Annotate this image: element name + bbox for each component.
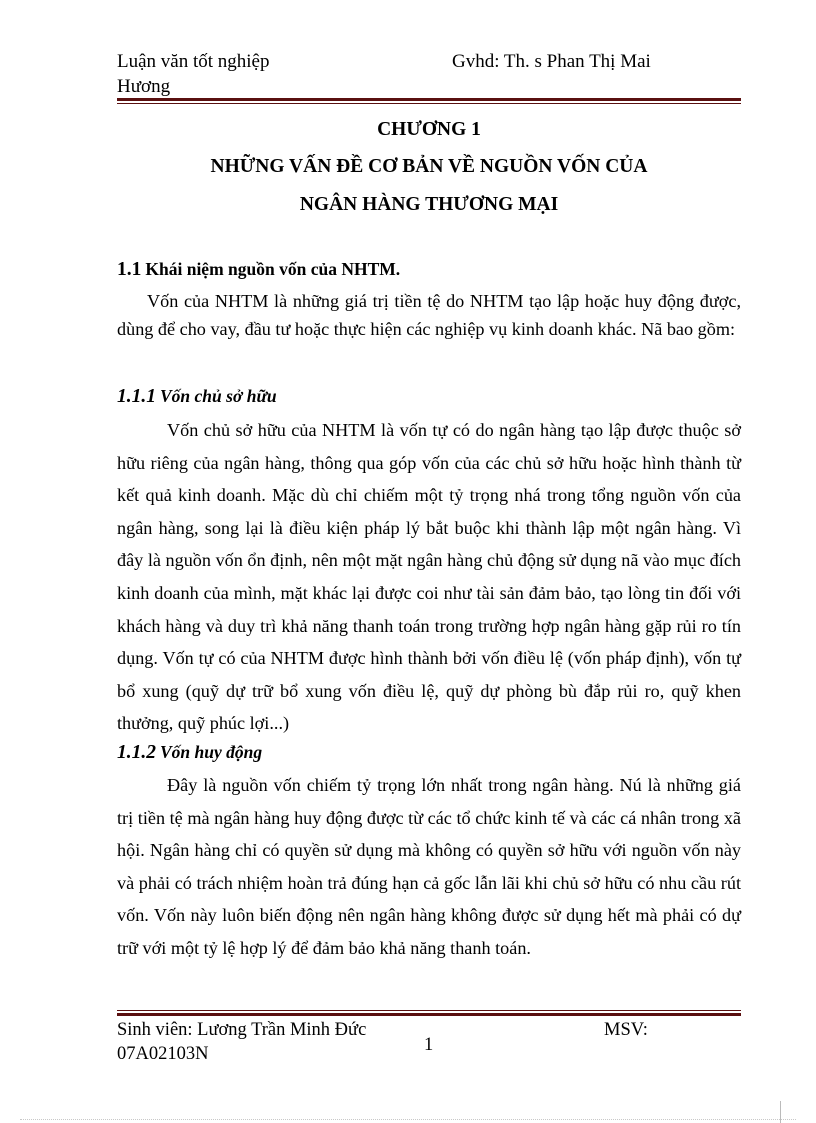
header-right: Gvhd: Th. s Phan Thị Mai	[452, 51, 651, 72]
chapter-title-line-1: NHỮNG VẤN ĐỀ CƠ BẢN VỀ NGUỒN VỐN CỦA	[210, 156, 648, 177]
section-heading-1-1-2	[117, 742, 262, 764]
footer-msv-label: MSV:	[604, 1020, 648, 1040]
paragraph-1-1-1: Vốn chủ sở hữu của NHTM là vốn tự có do ngân hàng tạo lập được thuộc sở hữu riêng của ngân hàng, thông qua góp vốn của các chủ sở hữu hoặc hình thành từ kết quả kinh doanh. Mặc dù chỉ chiếm một tỷ trọng nhá trong tổng nguồn vốn của ngân hàng, song lại là điều kiện pháp lý bắt buộc khi thành lập một ngân hàng. Vì đây là nguồn vốn ổn định, nên một mặt ngân hàng chủ động sử dụng nã vào mục đích kinh doanh của mình, mặt khác lại được coi như tài sản đảm bảo, tạo lòng tin đối với khách hàng và duy trì khả năng thanh toán trong trường hợp ngân hàng gặp rủi ro tín dụng. Vốn tự có của NHTM được hình thành bởi vốn điều lệ (vốn pháp định), vốn tự bổ xung (quỹ dự trữ bổ xung vốn điều lệ, quỹ dự phòng bù đắp rủi ro, quỹ khen thưởng, quỹ phúc lợi...)	[117, 420, 741, 734]
section-heading-1-1	[117, 259, 400, 281]
footer-rule-thin	[117, 1010, 741, 1011]
header-left: Luận văn tốt nghiệp	[117, 51, 270, 72]
section-heading-1-1-1	[117, 386, 277, 408]
subsection-number: 1.1.1	[117, 386, 156, 407]
footer-student: Sinh viên: Lương Trần Minh Đức	[117, 1020, 367, 1040]
subsection-number: 1.1.2	[117, 742, 156, 763]
page-bottom-edge	[20, 1119, 796, 1120]
subsection-title: Vốn chủ sở hữu	[160, 386, 277, 406]
section-number: 1.1	[117, 259, 142, 280]
page-corner-mark	[780, 1101, 781, 1123]
page-number: 1	[424, 1035, 434, 1055]
chapter-label: CHƯƠNG 1	[377, 119, 481, 140]
subsection-title: Vốn huy động	[160, 742, 263, 762]
paragraph-1-1: Vốn của NHTM là những giá trị tiền tệ do NHTM tạo lập hoặc huy động được, dùng để cho vay, đầu tư hoặc thực hiện các nghiệp vụ kinh doanh khác. Nã bao gồm:	[117, 291, 741, 339]
section-title: Khái niệm nguồn vốn của NHTM.	[145, 259, 401, 279]
header-rule-thin	[117, 103, 741, 104]
paragraph-1-1-2: Đây là nguồn vốn chiếm tỷ trọng lớn nhất trong ngân hàng. Nú là những giá trị tiền tệ mà ngân hàng huy động được từ các tổ chức kinh tế và các cá nhân trong xã hội. Ngân hàng chỉ có quyền sử dụng mà không có quyền sở hữu với nguồn vốn này và phải có trách nhiệm hoàn trả đúng hạn cả gốc lẫn lãi khi chủ sở hữu có nhu cầu rút vốn. Vốn này luôn biến động nên ngân hàng không được sử dụng hết mà phải có dự trữ với một tỷ lệ hợp lý để đảm bảo khả năng thanh toán.	[117, 775, 741, 958]
header-rule-thick	[117, 98, 741, 101]
footer-rule-thick	[117, 1013, 741, 1016]
chapter-title-line-2: NGÂN HÀNG THƯƠNG MẠI	[299, 194, 559, 215]
footer-student-id: 07A02103N	[117, 1044, 209, 1064]
header-left-continued: Hương	[117, 76, 171, 97]
